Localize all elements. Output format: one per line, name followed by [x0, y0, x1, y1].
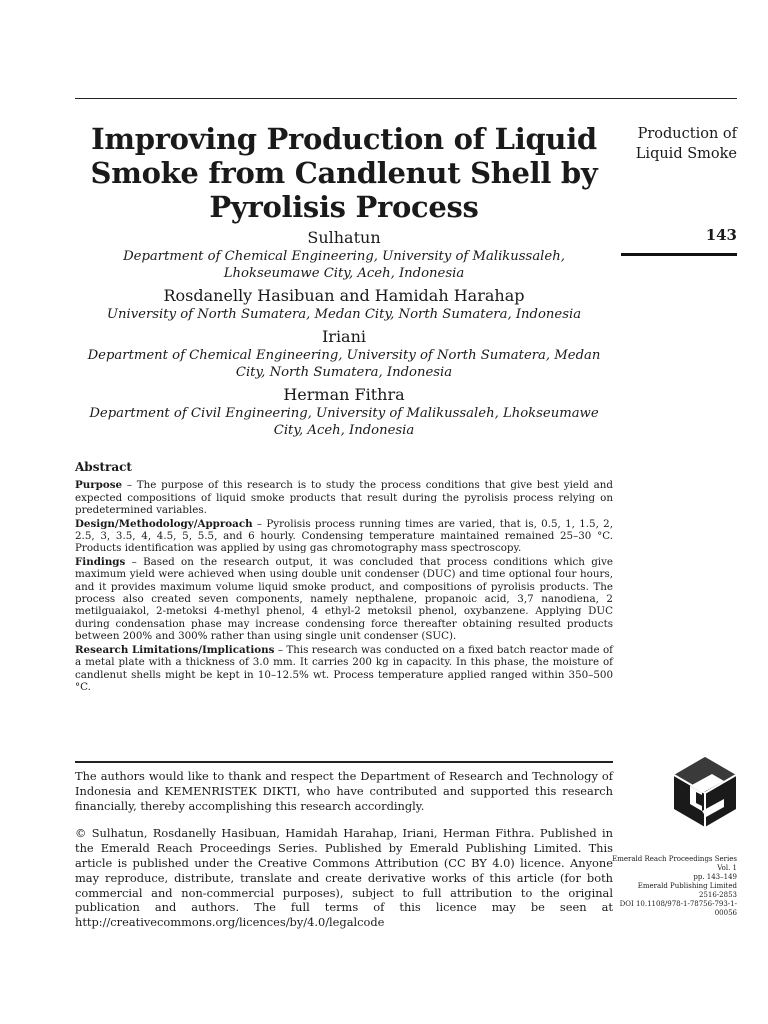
page-number: 143: [705, 226, 737, 244]
abstract-text: – This research was conducted on a fixed batch reactor made of a metal plate with a thickness of 3.0 mm. It carries 200 kg in capacity. In this phase, the moisture of candlenut shells might be kept in 10–12.5% wt. Process temperature applied ranged within 350–500 °C.: [75, 643, 613, 693]
abstract-text: – Pyrolisis process running times are varied, that is, 0.5, 1, 1.5, 2, 2.5, 3, 3.5, 4, 4.5, 5, 5.5, and 6 hourly. Condensing temperature maintained remained 25–30 °C. Products identification was applied by using gas chromotography mass spectroscopy.: [75, 517, 613, 555]
abstract-findings: [75, 556, 613, 643]
series-name: Emerald Reach Proceedings Series: [612, 855, 737, 863]
article-title: Improving Production of Liquid Smoke from Candlenut Shell by Pyrolisis Process: [90, 122, 598, 224]
emerald-publishing-logo-icon: [672, 756, 738, 828]
author-name: Rosdanelly Hasibuan and Hamidah Harahap: [163, 286, 525, 305]
publisher: Emerald Publishing Limited: [637, 882, 737, 890]
running-head: [621, 124, 737, 164]
footnotes: [75, 761, 613, 943]
article-main: [75, 122, 613, 694]
abstract-design: [75, 518, 613, 555]
author-affiliation: University of North Sumatera, Medan City, North Sumatera, Indonesia: [106, 307, 582, 322]
copyright-note: © Sulhatun, Rosdanelly Hasibuan, Hamidah Harahap, Iriani, Herman Fithra. Published in the Emerald Reach Proceedings Series. Published by Emerald Publishing Limited. This article is published under the Creative Commons Attribution (CC BY 4.0) licence. Anyone may reproduce, distribute, translate and create derivative works of this article (for both commercial and non-commercial purposes), subject to full attribution to the original publication and authors. The full terms of this licence may be seen at http://creativecommons.org/licences/by/4.0/legalcode: [75, 826, 613, 930]
doi: DOI 10.1108/978-1-78756-793-1-00056: [619, 900, 737, 917]
author-affiliation: Department of Chemical Engineering, University of Malikussaleh, Lhokseumawe City, Aceh, Indonesia: [123, 249, 565, 281]
issn: 2516-2853: [699, 891, 737, 899]
margin-rule: [621, 253, 737, 256]
volume: Vol. 1: [717, 864, 737, 872]
author-name: Iriani: [321, 327, 367, 346]
abstract-purpose: [75, 479, 613, 516]
running-head-line: Liquid Smoke: [635, 146, 737, 162]
page-range: pp. 143–149: [693, 873, 737, 881]
author-affiliation: Department of Civil Engineering, University of Malikussaleh, Lhokseumawe City, Aceh, Indonesia: [89, 406, 599, 438]
publication-info: [600, 855, 737, 918]
abstract-limitations: [75, 644, 613, 694]
author-name: Herman Fithra: [283, 385, 405, 404]
abstract-label: Research Limitations/Implications: [75, 643, 275, 656]
abstract-label: Design/Methodology/Approach: [75, 517, 253, 530]
abstract-heading: Abstract: [75, 460, 132, 474]
abstract-label: Purpose: [75, 479, 123, 492]
top-rule: [75, 98, 737, 99]
author-block: [75, 228, 613, 439]
author-affiliation: Department of Chemical Engineering, University of North Sumatera, Medan City, North Sumatera, Indonesia: [87, 348, 601, 380]
running-head-line: Production of: [637, 126, 737, 142]
acknowledgement-note: The authors would like to thank and respect the Department of Research and Technology of Indonesia and KEMENRISTEK DIKTI, who have contributed and supported this research financially, thereby accomplishing this research accordingly.: [75, 769, 613, 813]
author-name: Sulhatun: [307, 228, 381, 247]
abstract-label: Findings: [75, 555, 126, 568]
abstract-text: – Based on the research output, it was concluded that process conditions which give maximum yield were achieved when using double unit condenser (DUC) and time optional four hours, and it provides maximum volume liquid smoke product, and compositions of pyrolisis products. The process also created seven components, namely nepthalene, propanoic acid, 3,7 nanodiena, 2 metilguaiakol, 2-metoksi 4-methyl phenol, 4 ethyl-2 metoksil phenol, oxybanzene. Applying DUC during condensation phase may increase condensing force thereafter obtaining resulted products between 200% and 300% rather than using single unit condenser (SUC).: [75, 555, 613, 643]
abstract-text: – The purpose of this research is to study the process conditions that give best yield and expected compositions of liquid smoke products that result during the pyrolisis process relying on predetermined variables.: [75, 479, 613, 517]
abstract: [75, 461, 613, 693]
